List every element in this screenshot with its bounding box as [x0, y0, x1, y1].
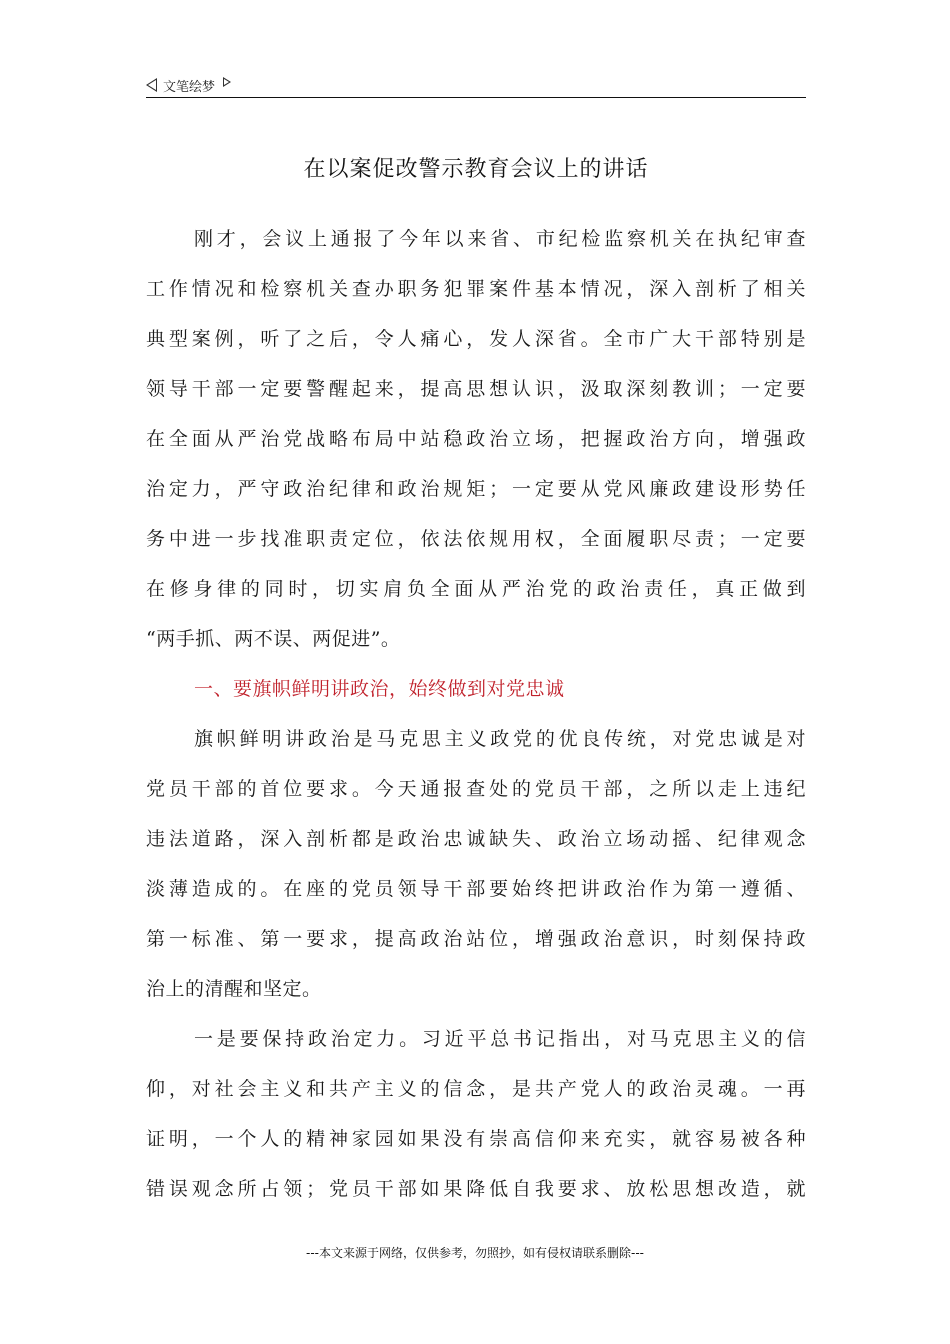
page-header	[146, 72, 806, 98]
triangle-left-icon	[146, 78, 157, 92]
paragraph-line: 淡薄造成的。在座的党员领导干部要始终把讲政治作为第一遵循、	[146, 878, 806, 900]
document-title: 在以案促改警示教育会议上的讲话	[303, 157, 649, 182]
paragraph-line: 工作情况和检察机关查办职务犯罪案件基本情况，深入剖析了相关	[146, 278, 806, 300]
paragraph-line: 典型案例，听了之后，令人痛心，发人深省。全市广大干部特别是	[146, 328, 806, 350]
paragraph-line: 在修身律的同时，切实肩负全面从严治党的政治责任，真正做到	[146, 578, 806, 600]
page-footer: ---本文来源于网络，仅供参考，勿照抄，如有侵权请联系删除---	[306, 1246, 644, 1260]
paragraph-line: 错误观念所占领；党员干部如果降低自我要求、放松思想改造，就	[146, 1178, 806, 1200]
section-heading: 一、要旗帜鲜明讲政治，始终做到对党忠诚	[194, 678, 565, 700]
triangle-right-icon	[223, 77, 231, 87]
header-brand: 文笔绘梦	[163, 79, 216, 95]
paragraph-line: 务中进一步找准职责定位，依法依规用权，全面履职尽责；一定要	[146, 528, 806, 550]
paragraph-line: 党员干部的首位要求。今天通报查处的党员干部，之所以走上违纪	[146, 778, 806, 800]
paragraph-line: 在全面从严治党战略布局中站稳政治立场，把握政治方向，增强政	[146, 428, 806, 450]
paragraph-line: 仰，对社会主义和共产主义的信念，是共产党人的政治灵魂。一再	[146, 1078, 806, 1100]
header-divider	[146, 97, 806, 98]
paragraph-line: “两手抓、两不误、两促进”。	[146, 628, 401, 650]
paragraph-line: 刚才，会议上通报了今年以来省、市纪检监察机关在执纪审查	[194, 228, 806, 250]
paragraph-line: 一是要保持政治定力。习近平总书记指出，对马克思主义的信	[194, 1028, 806, 1050]
paragraph-line: 治上的清醒和坚定。	[146, 978, 322, 1000]
paragraph-line: 旗帜鲜明讲政治是马克思主义政党的优良传统，对党忠诚是对	[194, 728, 806, 750]
document-body	[146, 214, 806, 1214]
paragraph-line: 违法道路，深入剖析都是政治忠诚缺失、政治立场动摇、纪律观念	[146, 828, 806, 850]
paragraph-line: 治定力，严守政治纪律和政治规矩；一定要从党风廉政建设形势任	[146, 478, 806, 500]
paragraph-line: 第一标准、第一要求，提高政治站位，增强政治意识，时刻保持政	[146, 928, 806, 950]
paragraph-line: 证明，一个人的精神家园如果没有崇高信仰来充实，就容易被各种	[146, 1128, 806, 1150]
paragraph-line: 领导干部一定要警醒起来，提高思想认识，汲取深刻教训；一定要	[146, 378, 806, 400]
